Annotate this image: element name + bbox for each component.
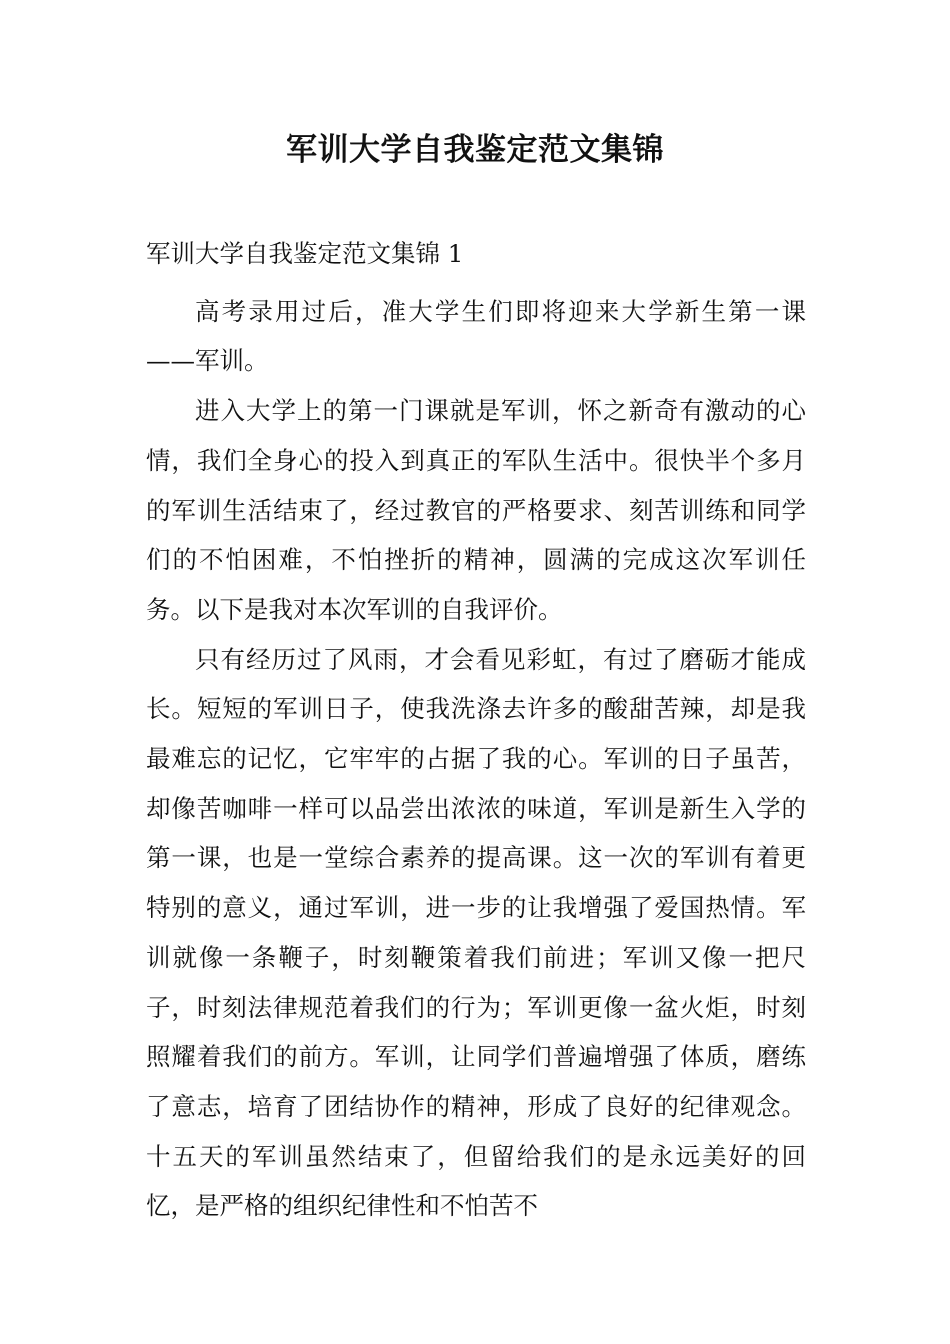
section-heading: 军训大学自我鉴定范文集锦 1 xyxy=(146,239,464,268)
document-title: 军训大学自我鉴定范文集锦 xyxy=(286,132,664,168)
paragraph: 高考录用过后，准大学生们即将迎来大学新生第一课——军训。 xyxy=(146,296,806,376)
paragraph: 只有经历过了风雨，才会看见彩虹，有过了磨砺才能成长。短短的军训日子，使我洗涤去许多的酸甜苦辣，却是我最难忘的记忆，它牢牢的占据了我的心。军训的日子虽苦，却像苦咖啡一样可以品尝出浓浓的味道，军训是新生入学的第一课，也是一堂综合素养的提高课。这一次的军训有着更特别的意义，通过军训，进一步的让我增强了爱国热情。军训就像一条鞭子，时刻鞭策着我们前进；军训又像一把尺子，时刻法律规范着我们的行为；军训更像一盆火炬，时刻照耀着我们的前方。军训，让同学们普遍增强了体质，磨练了意志，培育了团结协作的精神，形成了良好的纪律观念。十五天的军训虽然结束了，但留给我们的是永远美好的回忆，是严格的组织纪律性和不怕苦不 xyxy=(146,644,806,1221)
paragraph: 进入大学上的第一门课就是军训，怀之新奇有激动的心情，我们全身心的投入到真正的军队生活中。很快半个多月的军训生活结束了，经过教官的严格要求、刻苦训练和同学们的不怕困难，不怕挫折的精神，圆满的完成这次军训任务。以下是我对本次军训的自我评价。 xyxy=(146,396,806,624)
document-body xyxy=(146,229,806,1231)
